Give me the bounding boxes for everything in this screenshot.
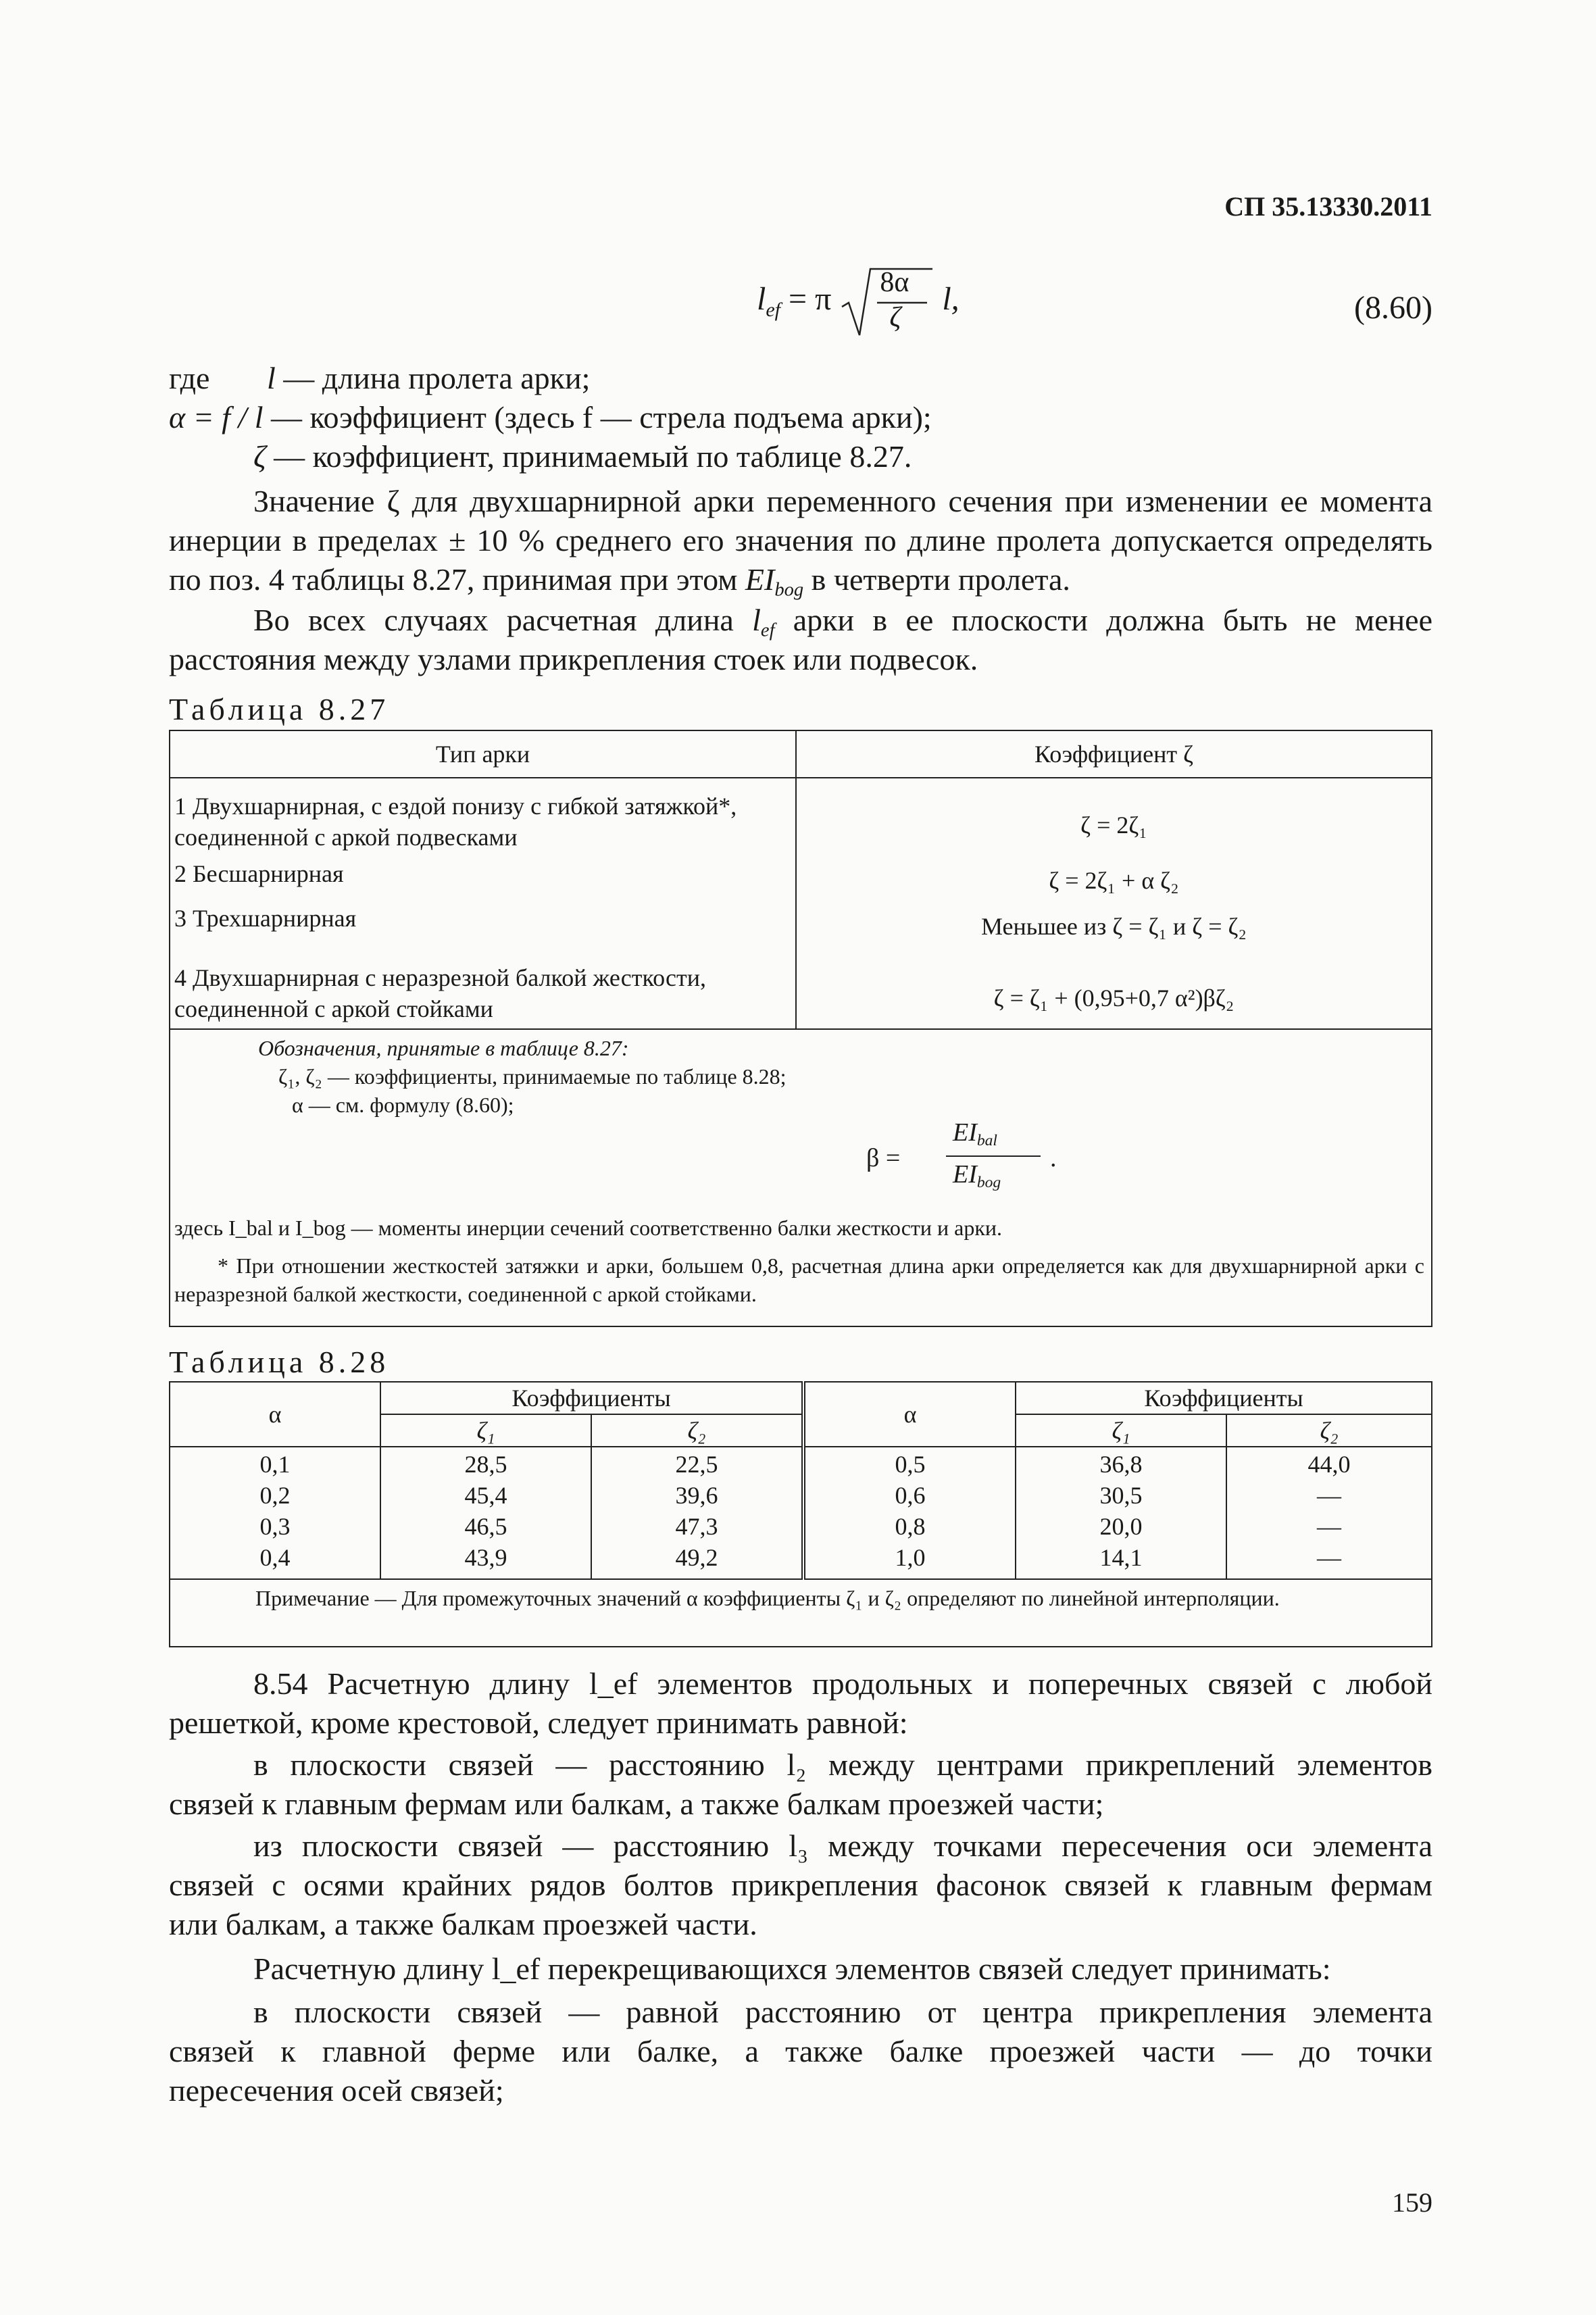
table827-type-2: 2 Бесшарнирная [174,860,344,887]
table827-notes-row [170,1029,1432,1326]
para2-line2: расстояния между узлами прикрепления стоек или подвесок. [169,642,978,676]
table828-group-row [170,1382,1432,1414]
table828-cell: 30,5 [1099,1482,1143,1509]
para1-line2: инерции в пределах ± 10 % среднего его значения по длине пролета допускается определять [169,523,1432,557]
def-alpha [169,399,932,437]
beta-end: . [1050,1144,1057,1172]
table828-head-alpha-right: α [803,1382,1016,1447]
table827-coef-4: ζ = ζ₁ + (0,95+0,7 α²)βζ₂ [993,985,1235,1012]
table828-cell: 1,0 [895,1544,926,1571]
beta-den-sub: bog [976,1174,1001,1192]
table828-cell: 46,5 [464,1513,507,1540]
table828-cell: 0,2 [259,1482,291,1509]
table827-note-3: здесь I_bal и I_bog — моменты инерции сечений соответственно балки жесткости и арки. [174,1216,1003,1240]
table828-cell: 44,0 [1307,1451,1351,1478]
s854-p2-line2: связей к главным фермам или балкам, а также балкам проезжей части; [169,1787,1104,1821]
def-zeta [253,438,912,476]
formula-denominator: ζ [889,302,901,333]
table828-cell: 49,2 [675,1544,718,1571]
table828-head-z1-left: ζ₁ [380,1414,591,1447]
table827-notes-title: Обозначения, принятые в таблице 8.27: [258,1036,629,1060]
def-alpha-text: — коэффициент (здесь f — стрела подъема арки); [271,400,932,434]
table828-head-z1-right: ζ₁ [1016,1414,1226,1447]
table828-col-alpha-right [803,1447,1016,1579]
table827-body-row [170,778,1432,1029]
table828-caption: Таблица 8.28 [169,1345,390,1379]
para2-l1a: Во всех случаях расчетная длина [253,603,753,637]
table827-type-4: 4 Двухшарнирная с неразрезной балкой жесткости, соединенной с аркой стойками [174,964,706,1022]
table-8-27 [169,730,1432,1327]
table827-caption: Таблица 8.27 [169,692,390,726]
formula-eq: = π [789,281,832,318]
s854-p4: Расчетную длину l_ef перекрещивающихся элементов связей следует принимать: [253,1951,1331,1986]
beta-lhs: β = [866,1144,901,1172]
s854-p5-line1: в плоскости связей — равной расстоянию от центра прикрепления элемента [253,1995,1432,2029]
table827-coef-3: Меньшее из ζ = ζ₁ и ζ = ζ₂ [981,913,1247,940]
table827-coef-2: ζ = 2ζ₁ + α ζ₂ [1049,867,1179,894]
table828-col-z2-left [591,1447,803,1579]
def-l-symbol: l [267,361,276,395]
s854-p3-line1: из плоскости связей — расстоянию l₃ между точками пересечения оси элемента [253,1828,1432,1863]
beta-den-text: EI [953,1160,977,1189]
def-zeta-symbol: ζ [253,439,266,474]
para1-l3sym: EI [745,562,775,597]
page-number: 159 [1392,2187,1432,2218]
s854-p5-line3: пересечения осей связей; [169,2073,504,2108]
table828-col-z1-left [380,1447,591,1579]
table827-types-cell [170,778,796,1029]
table828-cell: — [1317,1513,1341,1540]
table828-head-alpha-left: α [170,1382,380,1447]
table828-group-left: Коэффициенты [380,1382,803,1414]
para2-l1sub: ef [760,620,775,641]
para1-l3sub: bog [774,579,804,601]
s854-p3-line2: связей с осями крайних рядов болтов прикрепления фасонок связей к главным фермам [169,1868,1432,1902]
table827-notes-cell [170,1029,1432,1326]
table827-note-1: ζ₁, ζ₂ — коэффициенты, принимаемые по таблице 8.28; [278,1064,787,1089]
def-where-word: где [169,361,210,395]
s854-p1-line1: 8.54 Расчетную длину l_ef элементов продольных и поперечных связей с любой [253,1666,1432,1701]
table827-notes [170,1030,1431,1326]
formula-lhs: l [757,281,766,318]
table827-coefs-cell [796,778,1432,1029]
table828-note-row [170,1579,1432,1647]
beta-denominator [953,1160,1001,1192]
formula-lhs-sub: ef [766,299,780,322]
para1-line1: Значение ζ для двухшарнирной арки переменного сечения при изменении ее момента [253,484,1432,518]
table828-head-z2-left: ζ₂ [591,1414,803,1447]
def-where [169,359,209,397]
table-8-28 [169,1381,1432,1647]
document-code: СП 35.13330.2011 [1224,191,1432,222]
table828-cell: 20,0 [1099,1513,1143,1540]
table828-note: Примечание — Для промежуточных значений α коэффициенты ζ₁ и ζ₂ определяют по линейной интерполяции. [255,1586,1280,1610]
table828-body [170,1447,1432,1579]
def-l-text: — длина пролета арки; [283,361,591,395]
table828-col-z2-right [1226,1447,1432,1579]
s854-p5-line2: связей к главной ферме или балке, а также балке проезжей части — до точки [169,2034,1432,2068]
table828-cell: 47,3 [675,1513,718,1540]
table827-head-coef: Коэффициент ζ [796,730,1432,778]
beta-numerator [953,1118,997,1150]
s854-p3-line3: или балкам, а также балкам проезжей части. [169,1907,757,1941]
table828-col-z1-right [1016,1447,1226,1579]
table827-coefs [797,778,1431,1028]
formula-rhs: l, [942,281,959,318]
table827-head-row [170,730,1432,778]
def-l [267,359,590,397]
formula-sqrt [839,265,934,339]
table828-cell: 0,6 [895,1482,926,1509]
beta-formula [866,1118,1082,1199]
para1-l3a: по поз. 4 таблицы 8.27, принимая при этом [169,562,745,597]
table828-cell: 0,1 [259,1451,291,1478]
s854-p2-line1: в плоскости связей — расстоянию l₂ между центрами прикреплений элементов [253,1747,1432,1782]
s854-p1-line2: решеткой, кроме крестовой, следует принимать равной: [169,1706,908,1740]
table828-cell: — [1317,1482,1341,1509]
formula-8-60 [757,265,959,339]
table827-note-2: α — см. формулу (8.60); [292,1093,514,1117]
table827-coef-1: ζ = 2ζ₁ [1080,812,1147,839]
table828-cell: 39,6 [675,1482,718,1509]
def-zeta-text: — коэффициент, принимаемый по таблице 8.27. [274,439,912,474]
para2-l1b: арки в ее плоскости должна быть не менее [774,603,1432,637]
beta-num-sub: bal [976,1132,997,1150]
table828-cell: — [1317,1544,1341,1571]
table828-note-cell [170,1579,1432,1647]
beta-fraction-bar [946,1155,1041,1157]
table828-cell: 0,3 [259,1513,291,1540]
table828-cell: 36,8 [1099,1451,1143,1478]
para2-l1sym: l [752,603,761,637]
table828-cell: 22,5 [675,1451,718,1478]
table827-head-type: Тип арки [170,730,796,778]
table828-cell: 14,1 [1099,1544,1143,1571]
table828-cell: 28,5 [464,1451,507,1478]
table827-types [170,778,795,1028]
table827-type-1: 1 Двухшарнирная, с ездой понизу с гибкой затяжкой*, соединенной с аркой подвесками [174,793,737,851]
def-alpha-symbol: α = f / l [169,400,264,434]
formula-numerator: 8α [880,267,909,298]
table828-cell: 45,4 [464,1482,507,1509]
table827-note-4: * При отношении жесткостей затяжки и арки, большем 0,8, расчетная длина арки определяется как для двухшарнирной арки с неразрезной балкой жесткости, соединенной с аркой стойками. [174,1253,1424,1306]
table828-cell: 43,9 [464,1544,507,1571]
beta-num-text: EI [953,1118,977,1147]
equation-number: (8.60) [1354,290,1432,326]
table828-cell: 0,8 [895,1513,926,1540]
para1-l3b: в четверти пролета. [803,562,1070,597]
table828-col-alpha-left [170,1447,380,1579]
table828-cell: 0,4 [259,1544,291,1571]
table827-type-3: 3 Трехшарнирная [174,905,357,932]
table828-cell: 0,5 [895,1451,926,1478]
table828-group-right: Коэффициенты [1016,1382,1432,1414]
table828-head-z2-right: ζ₂ [1226,1414,1432,1447]
